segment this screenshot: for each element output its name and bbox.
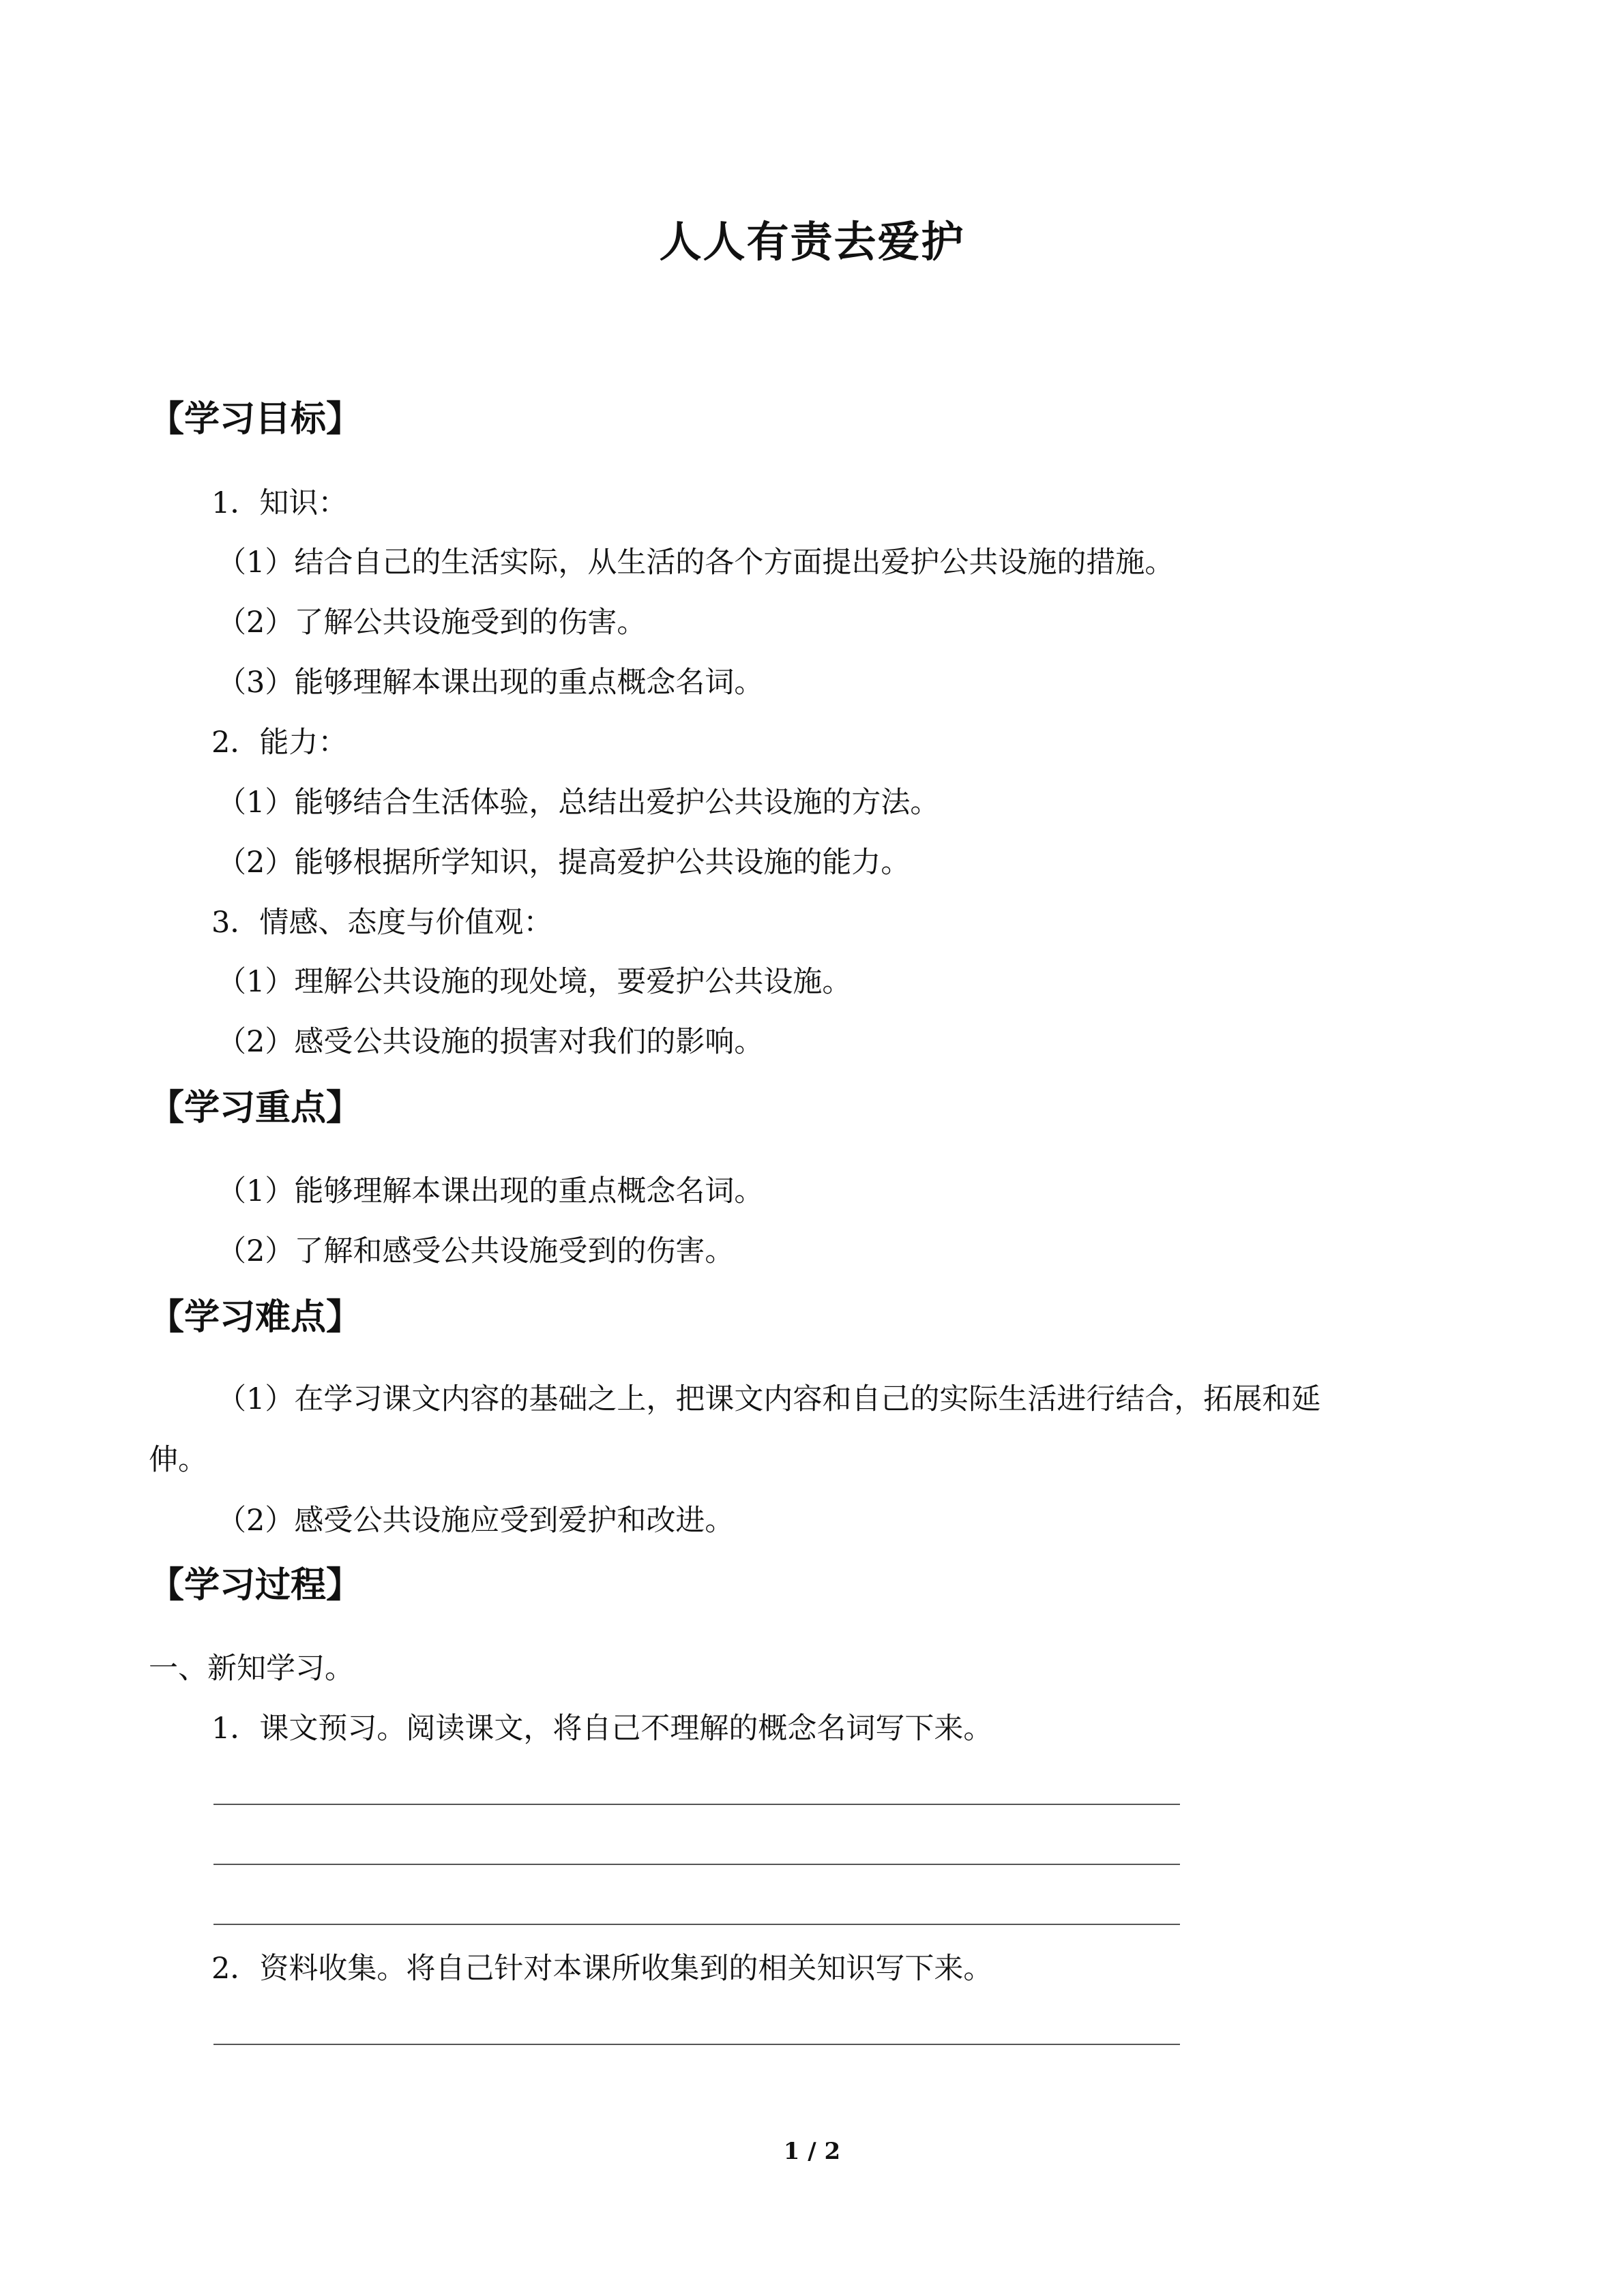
key-points-item: （2）了解和感受公共设施受到的伤害。 (217, 1234, 735, 1268)
section-heading-key-points: 【学习重点】 (149, 1087, 362, 1129)
goals-item: （1）能够结合生活体验，总结出爱护公共设施的方法。 (217, 786, 940, 820)
process-part-heading: 一、新知学习。 (149, 1652, 354, 1686)
difficulties-item: （1）在学习课文内容的基础之上，把课文内容和自己的实际生活进行结合，拓展和延 (217, 1382, 1321, 1416)
process-task: 2．资料收集。将自己针对本课所收集到的相关知识写下来。 (211, 1952, 993, 1986)
goals-item: （3）能够理解本课出现的重点概念名词。 (217, 666, 764, 700)
goals-item: 3．情感、态度与价值观： (211, 906, 553, 940)
goals-item: （1）结合自己的生活实际，从生活的各个方面提出爱护公共设施的措施。 (217, 546, 1175, 580)
answer-line (213, 1804, 1180, 1805)
answer-line (213, 1924, 1180, 1925)
goals-item: （2）感受公共设施的损害对我们的影响。 (217, 1025, 764, 1059)
goals-item: （2）了解公共设施受到的伤害。 (217, 606, 647, 640)
section-heading-difficulties: 【学习难点】 (149, 1296, 362, 1338)
document-title: 人人有责去爱护 (659, 217, 965, 267)
answer-line (213, 2044, 1180, 2045)
section-heading-process: 【学习过程】 (149, 1564, 362, 1606)
difficulties-item: （2）感受公共设施应受到爱护和改进。 (217, 1504, 735, 1538)
goals-item: （2）能够根据所学知识，提高爱护公共设施的能力。 (217, 846, 911, 880)
section-heading-goals: 【学习目标】 (149, 398, 362, 440)
difficulties-item-continuation: 伸。 (149, 1443, 207, 1477)
goals-item: （1）理解公共设施的现处境，要爱护公共设施。 (217, 965, 852, 999)
goals-item: 2．能力： (211, 726, 348, 760)
key-points-item: （1）能够理解本课出现的重点概念名词。 (217, 1174, 764, 1208)
answer-line (213, 1864, 1180, 1865)
goals-item: 1．知识： (211, 486, 348, 520)
page-number: 1 / 2 (783, 2138, 841, 2165)
process-task: 1．课文预习。阅读课文，将自己不理解的概念名词写下来。 (211, 1712, 993, 1746)
